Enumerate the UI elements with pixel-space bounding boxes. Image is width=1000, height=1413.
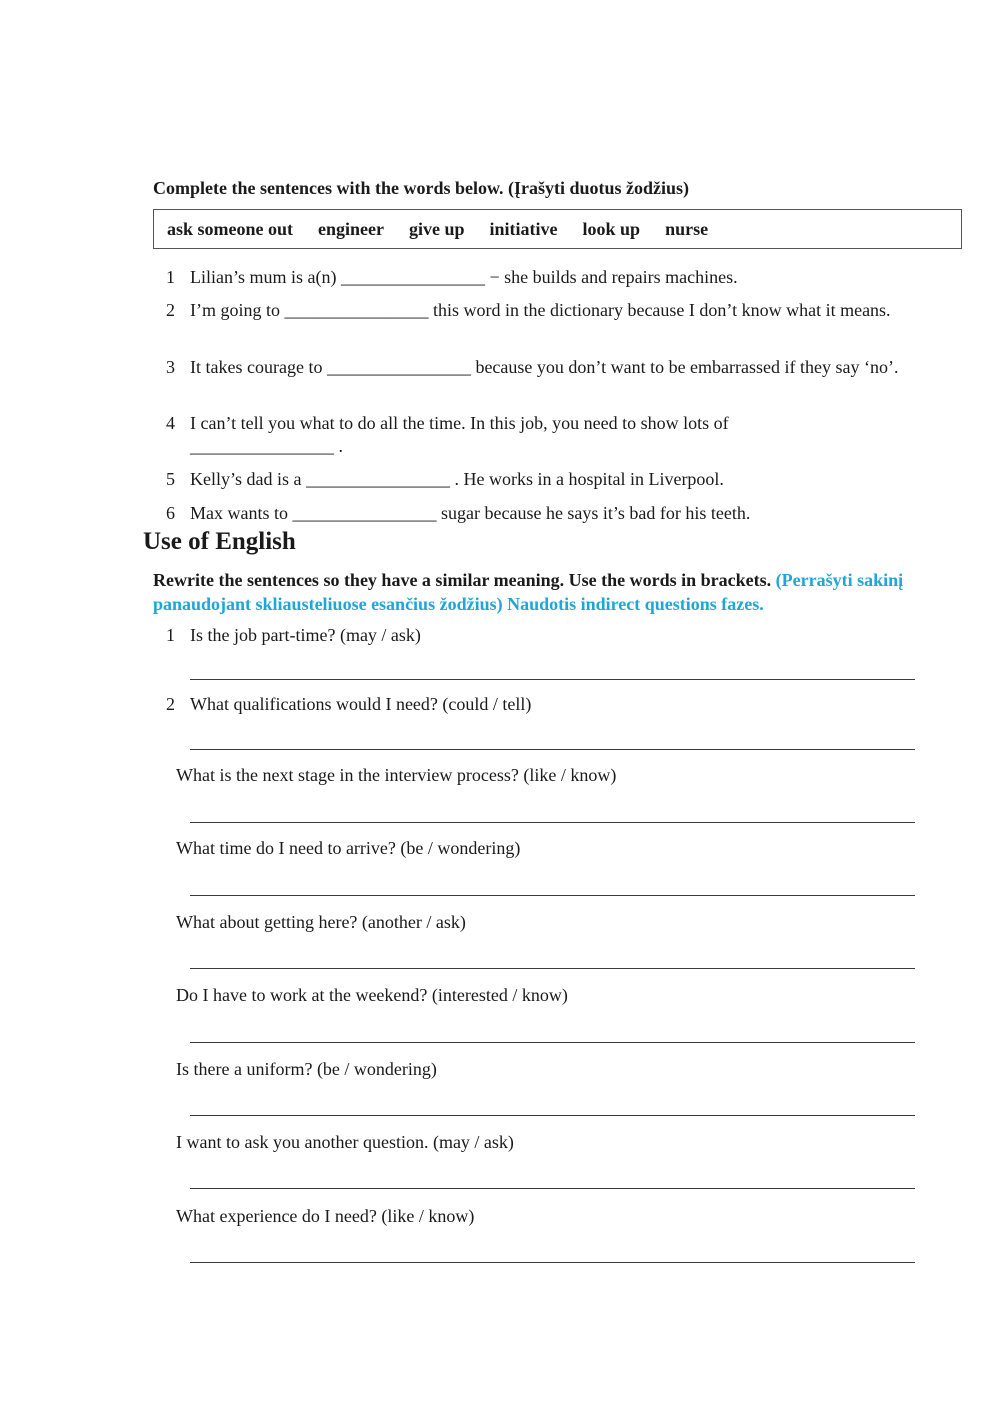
- word-bank-item: give up: [409, 218, 465, 239]
- item-number: 6: [166, 503, 175, 523]
- item-text: It takes courage to ________________ because you don’t want to be embarrassed if they say ‘no’.: [190, 357, 899, 377]
- question-prompt: What time do I need to arrive? (be / wondering): [176, 838, 521, 858]
- instruction-lithuanian: (Perrašyti sakinį panaudojant skliausteliuose esančius žodžius) Naudotis indirect questions fazes.: [153, 570, 904, 614]
- section-heading: Use of English: [143, 528, 296, 555]
- question-prompt: What experience do I need? (like / know): [176, 1206, 475, 1226]
- word-bank-item: initiative: [489, 218, 558, 239]
- answer-line[interactable]: [190, 822, 915, 823]
- answer-line[interactable]: [190, 679, 915, 680]
- item-text: Lilian’s mum is a(n) ________________ − she builds and repairs machines.: [190, 267, 738, 287]
- question-prompt: What about getting here? (another / ask): [176, 912, 466, 932]
- item-number: 2: [166, 300, 175, 320]
- answer-line[interactable]: [190, 1042, 915, 1043]
- item-number: 5: [166, 469, 175, 489]
- instruction-english: Rewrite the sentences so they have a similar meaning. Use the words in brackets.: [153, 570, 772, 590]
- item-text: Max wants to ________________ sugar because he says it’s bad for his teeth.: [190, 503, 751, 523]
- answer-line[interactable]: [190, 1262, 915, 1263]
- answer-line[interactable]: [190, 968, 915, 969]
- question-prompt: Is the job part-time? (may / ask): [190, 625, 421, 645]
- word-bank-item: nurse: [665, 218, 709, 239]
- question-prompt: I want to ask you another question. (may / ask): [176, 1132, 514, 1152]
- answer-line[interactable]: [190, 895, 915, 896]
- question-prompt: What qualifications would I need? (could / tell): [190, 694, 532, 714]
- word-bank-item: engineer: [318, 218, 384, 239]
- question-prompt: Do I have to work at the weekend? (interested / know): [176, 985, 568, 1005]
- item-text: I’m going to ________________ this word in the dictionary because I don’t know what it means.: [190, 300, 891, 320]
- word-bank-item: ask someone out: [167, 218, 294, 239]
- item-number: 1: [166, 625, 175, 645]
- answer-line[interactable]: [190, 749, 915, 750]
- question-prompt: What is the next stage in the interview process? (like / know): [176, 765, 617, 785]
- item-text: Kelly’s dad is a ________________ . He works in a hospital in Liverpool.: [190, 469, 724, 489]
- word-bank-item: look up: [582, 218, 641, 239]
- item-number: 4: [166, 413, 175, 433]
- section1-instruction: Complete the sentences with the words below. (Įrašyti duotus žodžius): [153, 178, 689, 198]
- item-text: I can’t tell you what to do all the time. In this job, you need to show lots of ________________ .: [190, 413, 729, 456]
- answer-line[interactable]: [190, 1188, 915, 1189]
- answer-line[interactable]: [190, 1115, 915, 1116]
- section2-instruction: [153, 568, 953, 616]
- item-number: 3: [166, 357, 175, 377]
- question-prompt: Is there a uniform? (be / wondering): [176, 1059, 437, 1079]
- word-box: [153, 209, 962, 249]
- item-number: 1: [166, 267, 175, 287]
- item-number: 2: [166, 694, 175, 714]
